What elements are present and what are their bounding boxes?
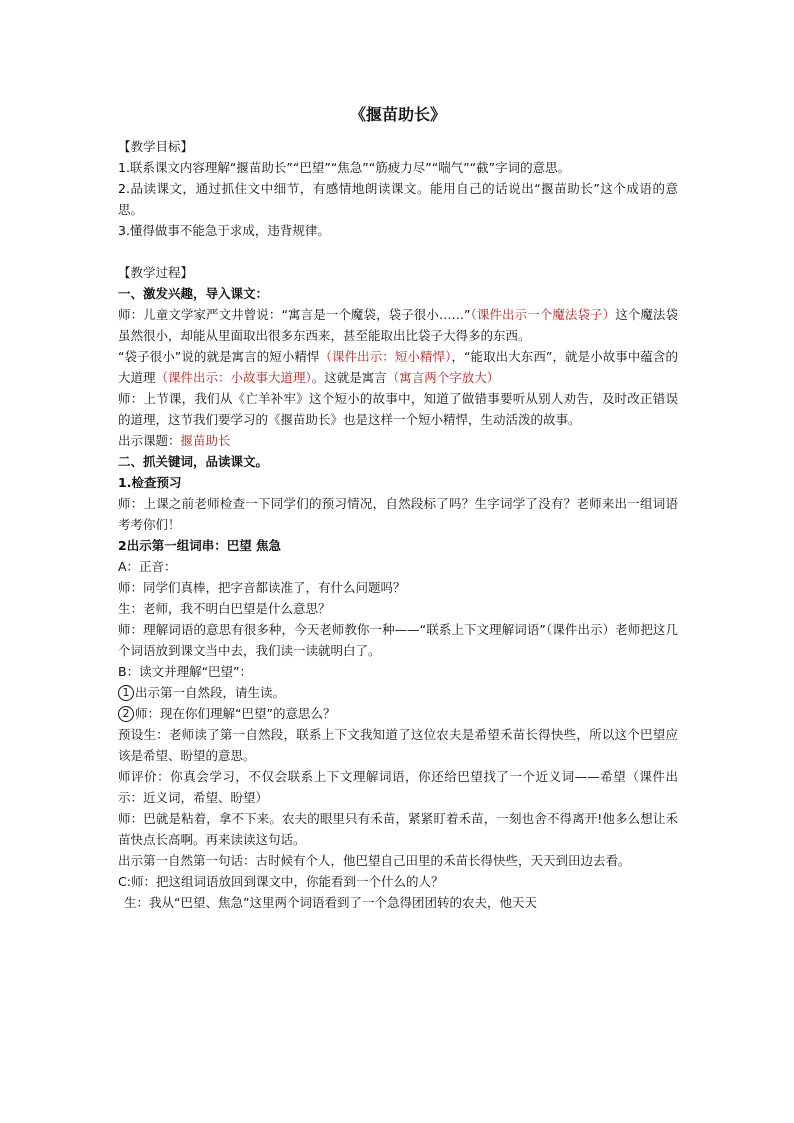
goal-item: 2.品读课文，通过抓住文中细节，有感情地朗读课文。能用自己的话说出“揠苗助长”这个成语的意思。 [118, 181, 678, 217]
paragraph: 预设生：老师读了第一自然段，联系上下文我知道了这位农夫是希望禾苗长得快些，所以这个巴望应该是希望、盼望的意思。 [118, 727, 678, 763]
section-heading: 二、抓关键词，品读课文。 [118, 454, 269, 469]
paragraph: 师：同学们真棒，把字音都读准了，有什么问题吗？ [118, 580, 406, 595]
page-title: 《揠苗助长》 [349, 105, 446, 124]
paragraph: 生：我从“巴望、焦急”这里两个词语看到了一个急得团团转的农夫，他天天 [124, 895, 537, 910]
paragraph [118, 304, 678, 346]
text-run: 出示课题： [118, 433, 181, 448]
goal-item: 3.懂得做事不能急于求成，违背规律。 [118, 223, 330, 238]
text-run: 这个魔法袋虽然很小，却能从里面取出很多东西来，甚至能取出比袋子大得多的东西。 [118, 307, 678, 343]
paragraph: 师：巴就是粘着，拿不下来。农夫的眼里只有禾苗，紧紧盯着禾苗，一刻也舍不得离开!他多么想让禾苗快点长高啊。再来读读这句话。 [118, 811, 678, 847]
paragraph: C:师：把这组词语放回到课文中，你能看到一个什么的人？ [118, 874, 444, 889]
highlight-text: （课件出示：小故事大道理） [155, 370, 312, 385]
document-page [118, 104, 678, 913]
paragraph: A：正音： [118, 559, 177, 574]
paragraph: 师评价：你真会学习，不仅会联系上下文理解词语，你还给巴望找了一个近义词——希望（课件出示：近义词，希望、盼望） [118, 769, 678, 805]
process-heading: 【教学过程】 [118, 265, 194, 280]
goal-item: 1.联系课文内容理解“揠苗助长”“巴望”“焦急”“筋疲力尽”“喘气”“截”字词的意思。 [118, 160, 571, 175]
text-run: 师：儿童文学家严文井曾说：“寓言是一个魔袋，袋子很小……” [118, 307, 471, 322]
circled-number: 1 [118, 685, 134, 701]
paragraph: 生：老师，我不明白巴望是什么意思？ [118, 601, 331, 616]
subsection-heading: 1.检查预习 [118, 475, 182, 490]
numbered-step [118, 703, 678, 724]
text-run: 师：现在你们理解“巴望”的意思么？ [135, 706, 336, 721]
highlight-text: （寓言两个字放大） [386, 370, 500, 385]
paragraph: B：读文并理解“巴望”： [118, 664, 253, 679]
circled-number: 2 [118, 706, 134, 722]
paragraph: 出示第一自然第一句话：古时候有个人，他巴望自己田里的禾苗长得快些，天天到田边去看。 [118, 853, 631, 868]
numbered-step [118, 682, 678, 703]
text-run: “袋子很小”说的就是寓言的短小精悍 [118, 349, 320, 364]
paragraph [118, 346, 678, 388]
subsection-heading: 2出示第一组词串：巴望 焦急 [118, 538, 282, 553]
text-run: 出示第一自然段，请生读。 [135, 685, 286, 700]
section-heading: 一、激发兴趣，导入课文： [118, 286, 269, 301]
highlight-text: （课件出示：短小精悍） [319, 349, 452, 364]
paragraph: 师：上课之前老师检查一下同学们的预习情况，自然段标了吗？生字词学了没有？老师来出一组词语考考你们！ [118, 496, 678, 532]
text-run: 。这就是寓言 [311, 370, 387, 385]
paragraph: 师：上节课，我们从《亡羊补牢》这个短小的故事中，知道了做错事要听从别人劝告，及时改正错误的道理，这节我们要学习的《揠苗助长》也是这样一个短小精悍，生动活泼的故事。 [118, 391, 678, 427]
highlight-text: （课件出示一个魔法袋子） [470, 307, 616, 322]
paragraph: 师：理解词语的意思有很多种，今天老师教你一种——“联系上下文理解词语”（课件出示）老师把这几个词语放到课文当中去，我们读一读就明白了。 [118, 622, 678, 658]
paragraph [118, 430, 678, 451]
spacer [118, 241, 678, 262]
highlight-text: 揠苗助长 [180, 433, 231, 448]
goals-heading: 【教学目标】 [118, 139, 194, 154]
text-run: ，“能取出大东西”，就是小故事中蕴含的大道理 [118, 349, 678, 385]
